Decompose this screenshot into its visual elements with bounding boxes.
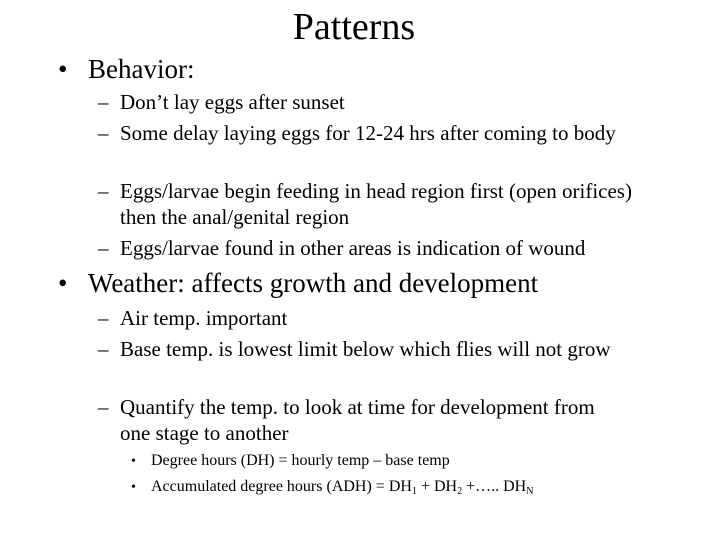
slide-title: Patterns — [292, 6, 416, 48]
bullet-icon: • — [58, 268, 68, 298]
dash-icon: – — [98, 179, 109, 203]
behavior-item-3 — [98, 178, 658, 230]
behavior-item-text: Eggs/larvae found in other areas is indication of wound — [120, 236, 586, 260]
dash-icon: – — [98, 90, 109, 114]
dash-icon: – — [98, 236, 109, 260]
bullet-icon: • — [131, 480, 136, 495]
behavior-item-text: Don’t lay eggs after sunset — [120, 90, 345, 114]
dash-icon: – — [98, 121, 109, 145]
weather-item-1 — [98, 305, 658, 331]
weather-subitem-1 — [131, 451, 450, 472]
dash-icon: – — [98, 337, 109, 361]
weather-heading: Weather: affects growth and development — [88, 268, 539, 298]
dash-icon: – — [98, 306, 109, 330]
behavior-item-1 — [98, 89, 688, 115]
adh-mid-2: +….. DH — [462, 478, 527, 495]
weather-subitem-2 — [131, 477, 533, 498]
adh-formula — [151, 478, 533, 495]
adh-mid-1: + DH — [416, 478, 458, 495]
weather-item-text: Base temp. is lowest limit below which flies will not grow — [120, 337, 611, 361]
weather-subitem-text: Degree hours (DH) = hourly temp – base temp — [151, 452, 450, 469]
bullet-icon: • — [58, 54, 68, 84]
adh-prefix: Accumulated degree hours (ADH) = DH — [151, 478, 412, 495]
bullet-behavior — [58, 54, 194, 84]
subscript-2: 2 — [457, 486, 463, 497]
behavior-item-4 — [98, 235, 698, 261]
bullet-weather — [58, 268, 538, 298]
weather-item-3 — [98, 394, 623, 446]
weather-item-text: Air temp. important — [120, 306, 288, 330]
dash-icon: – — [98, 395, 109, 419]
behavior-item-2 — [98, 120, 658, 146]
subscript-n: N — [526, 486, 534, 497]
behavior-item-text: Eggs/larvae begin feeding in head region first (open orifices) then the anal/genital region — [120, 179, 632, 229]
behavior-item-text: Some delay laying eggs for 12-24 hrs after coming to body — [120, 121, 616, 145]
subscript-1: 1 — [411, 486, 417, 497]
weather-item-2 — [98, 336, 638, 362]
bullet-icon: • — [131, 454, 136, 469]
weather-item-text: Quantify the temp. to look at time for development from one stage to another — [120, 395, 595, 445]
behavior-heading: Behavior: — [88, 54, 195, 84]
